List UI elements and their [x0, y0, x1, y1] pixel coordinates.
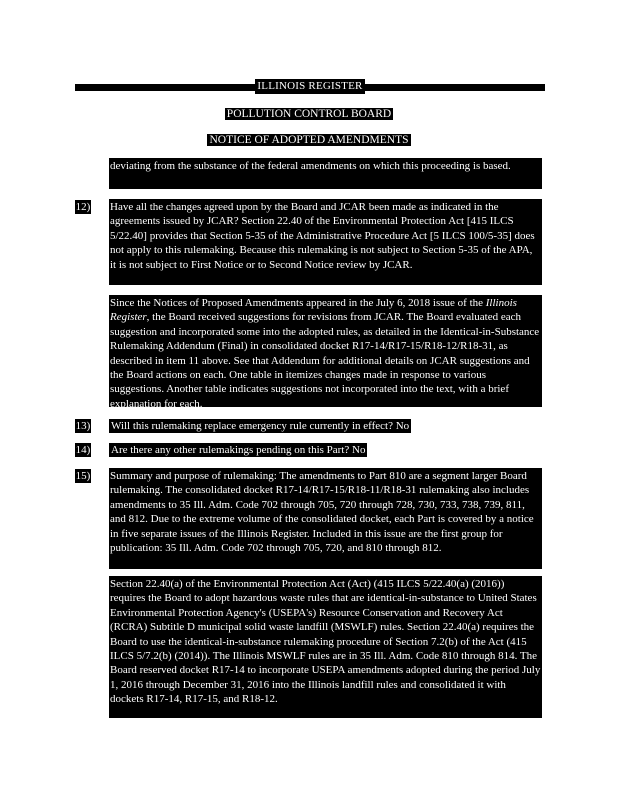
- item-number: 14): [75, 444, 91, 456]
- item-13-text: Will this rulemaking replace emergency rule currently in effect? No: [111, 420, 410, 432]
- jcar-suggestions-paragraph: [109, 295, 542, 410]
- notice-title: NOTICE OF ADOPTED AMENDMENTS: [209, 134, 409, 146]
- item-number: 12): [75, 201, 91, 213]
- item-15-text: Summary and purpose of rulemaking: The amendments to Part 810 are a segment larger Board rulemaking. The consolidated docket R17-14/R17-15/R18-11/R18-31 rulemaking also includes amendments to 35 Ill. Adm. Code 702 through 705, 720 through 728, 730, 733, 738, 739, 811, and 812. Due to the extreme volume of the consolidated docket, each Part is covered by a notice in five separate issues of the Illinois Register. Included in this issue are the first group for publication: 35 Ill. Adm. Code 702 through 705, 720, and 810 through 812.: [109, 468, 542, 569]
- section-22-40-paragraph: Section 22.40(a) of the Environmental Protection Act (Act) (415 ILCS 5/22.40(a) (2016)) requires the Board to adopt hazardous waste rules that are identical-in-substance to United States Environmental Protection Agency's (USEPA's) Resource Conservation and Recovery Act (RCRA) Subtitle D municipal solid waste landfill (MSWLF) rules. Section 22.40(a) requires the Board to use the identical-in-substance rulemaking procedure of Section 7.2(b) of the Act (415 ILCS 5/7.2(b) (2014)). The Illinois MSWLF rules are in 35 Ill. Adm. Code 810 through 814. The Board reserved docket R17-14 to incorporate USEPA amendments adopted during the period July 1, 2016 through December 31, 2016 into the Illinois landfill rules and consolidated it with dockets R17-14, R17-15, and R18-12.: [109, 576, 542, 718]
- item-12-text: Have all the changes agreed upon by the Board and JCAR been made as indicated in the agreements issued by JCAR? Section 22.40 of the Environmental Protection Act [415 ILCS 5/22.40] provides that Section 5-35 of the Administrative Procedure Act [5 ILCS 100/5-35] does not apply to this rulemaking. Because this rulemaking is not subject to Section 5-35 of the APA, it is not subject to First Notice or to Second Notice review by JCAR.: [109, 199, 542, 285]
- item-number: 15): [75, 470, 91, 482]
- paragraph-text: , the Board received suggestions for revisions from JCAR. The Board evaluated each suggestion and incorporated some into the adopted rules, as detailed in the Identical-in-Substance Rulemaking Addendum (Final) in consolidated docket R17-14/R17-15/R18-12/R18-31, as described in item 11 above. See that Addendum for additional details on JCAR suggestions and the Board actions on each. One table in itemizes changes made in response to various suggestions. Another table indicates suggestions not incorporated into the text, with a brief explanation for each.: [110, 311, 540, 410]
- register-title: ILLINOIS REGISTER: [255, 79, 365, 94]
- item-number: 13): [75, 420, 91, 432]
- agency-name: POLLUTION CONTROL BOARD: [226, 108, 392, 120]
- paragraph-text: Since the Notices of Proposed Amendments appeared in the July 6, 2018 issue of the: [110, 297, 486, 309]
- carryover-paragraph: deviating from the substance of the federal amendments on which this proceeding is based.: [109, 158, 542, 189]
- register-italic: Illinois Register: [110, 297, 517, 324]
- notice-line: [0, 133, 618, 148]
- agency-line: [0, 107, 618, 122]
- item-14-text: Are there any other rulemakings pending on this Part? No: [111, 444, 366, 456]
